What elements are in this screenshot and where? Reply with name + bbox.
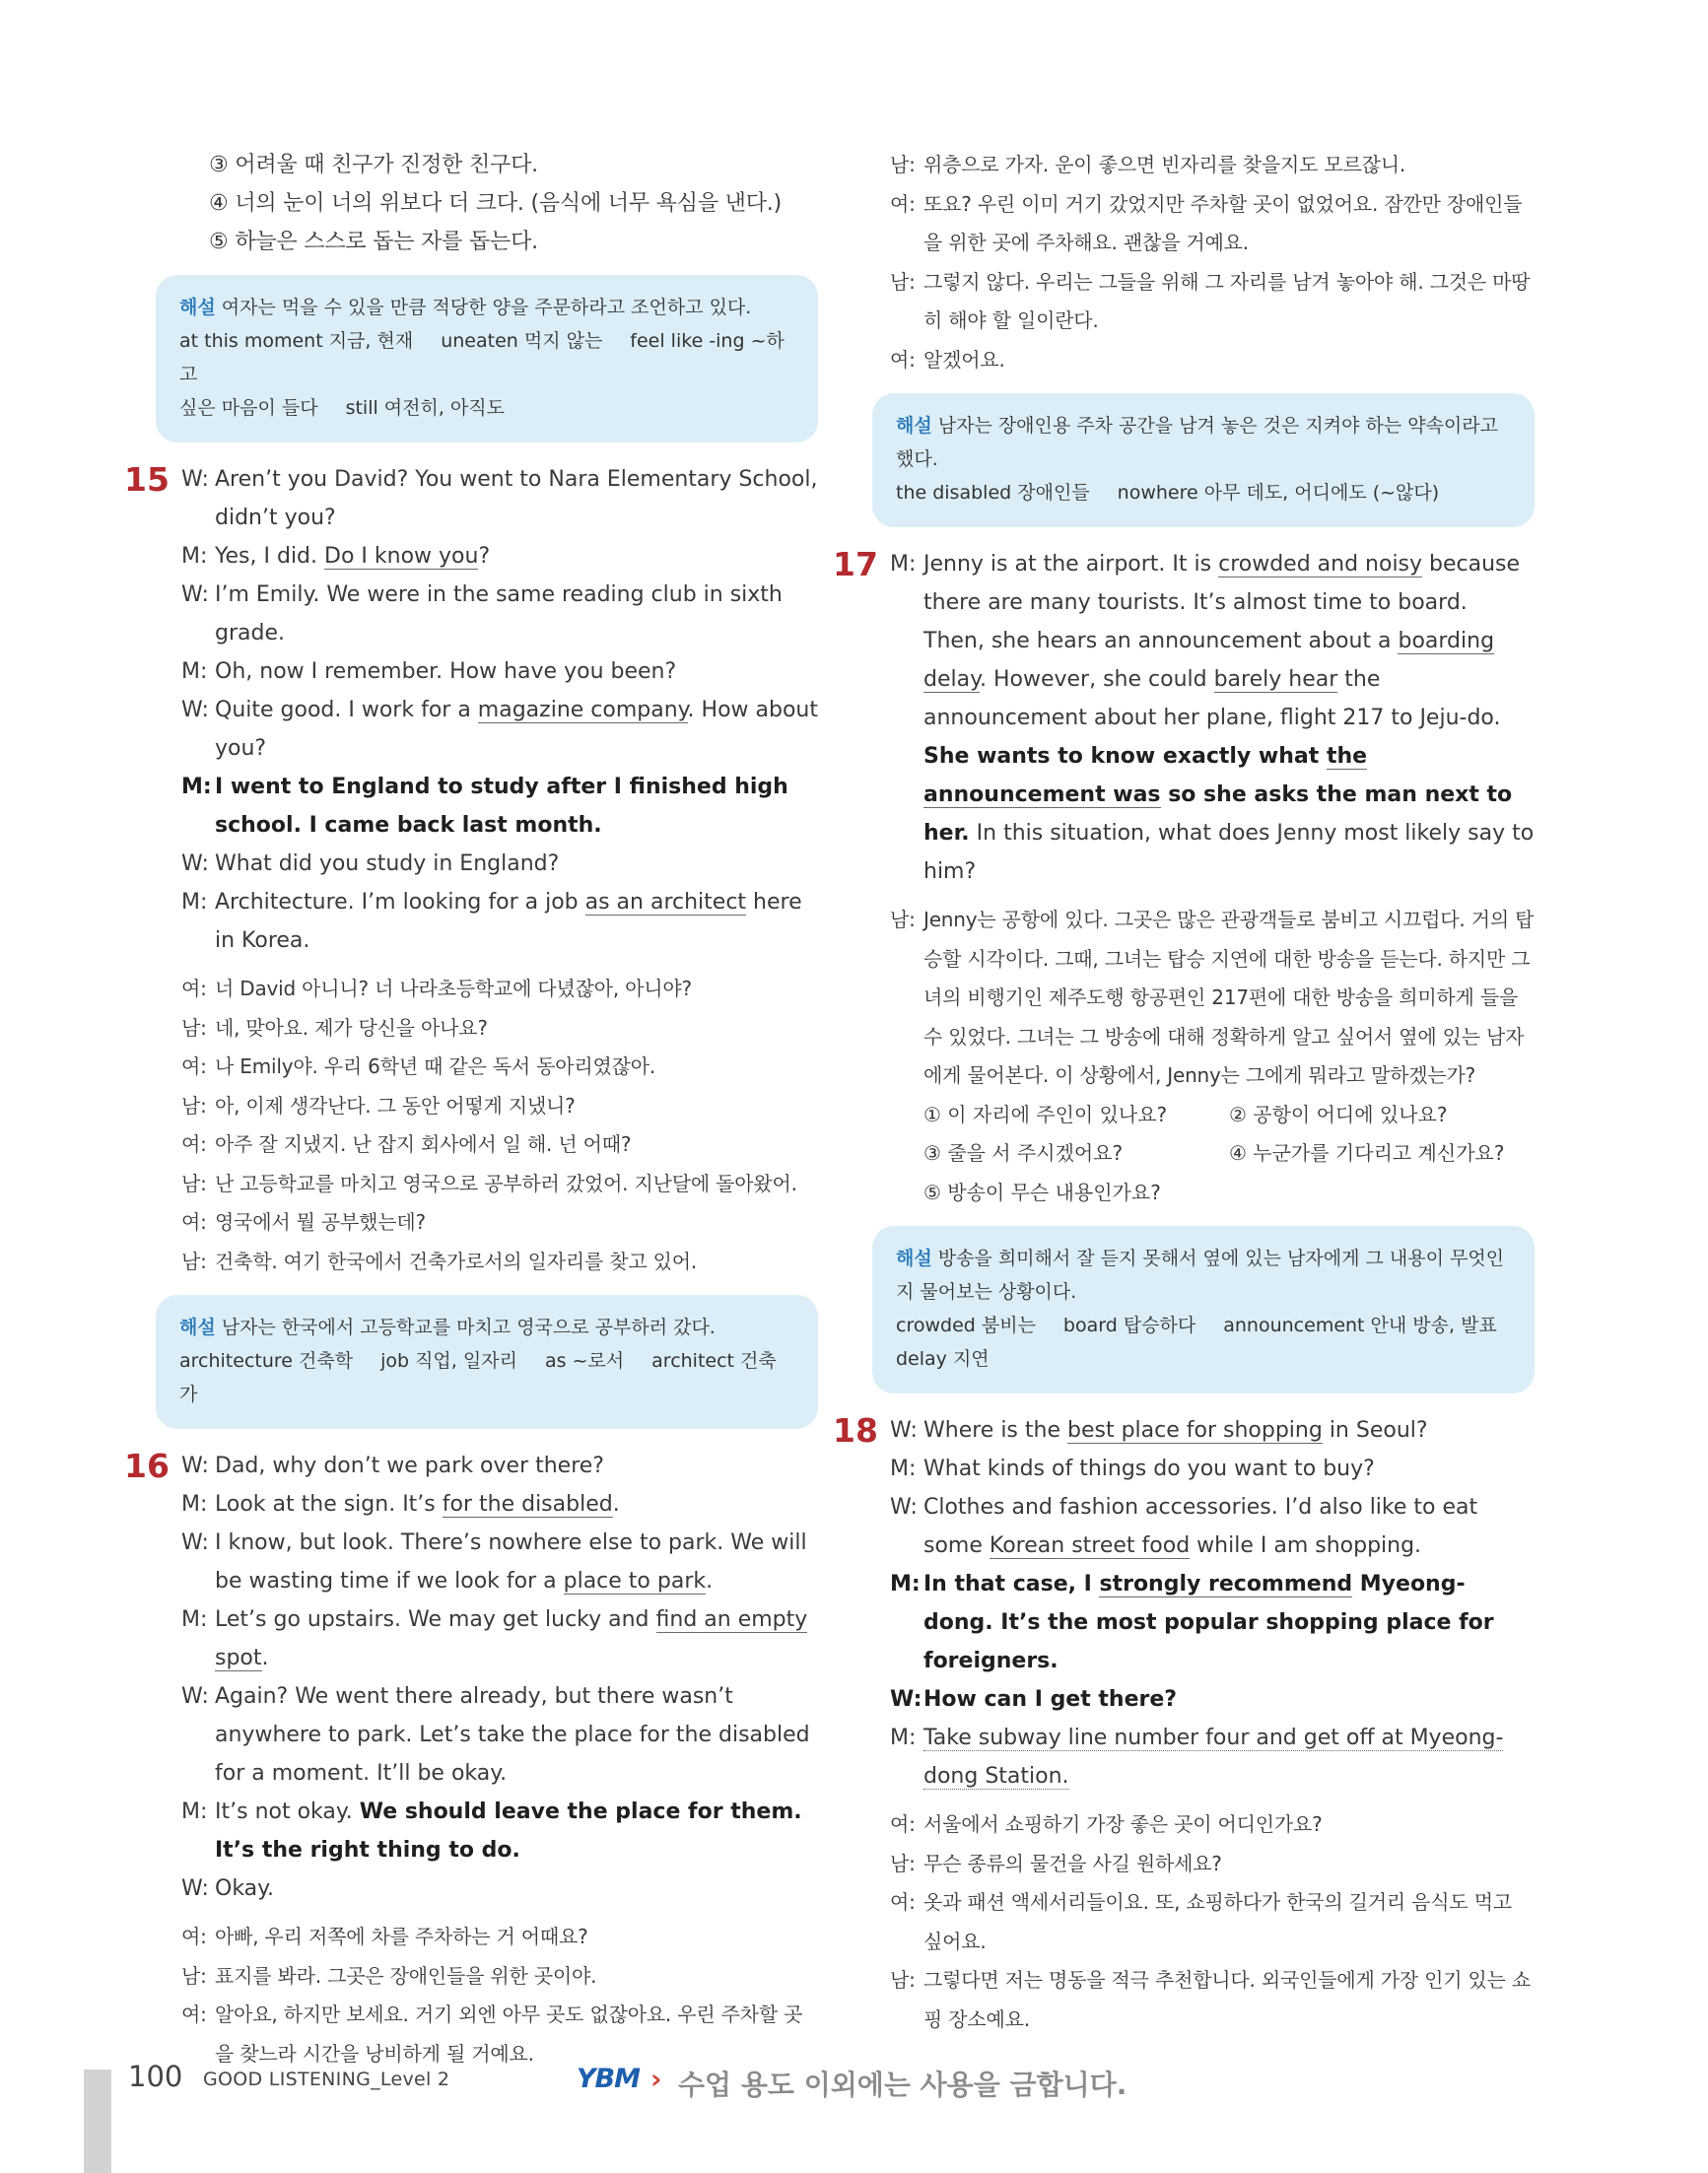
vocab-item: feel like -ing ~하고 (179, 330, 785, 385)
translation-line: 남: 위층으로 가자. 운이 좋으면 빈자리를 찾을지도 모르잖니. (890, 153, 1406, 176)
utterance: Where is the best place for shopping in Seoul? (923, 1418, 1428, 1443)
explanation-text: 남자는 장애인용 주차 공간을 남겨 놓은 것은 지켜야 하는 약속이라고 했다. (896, 415, 1498, 470)
translation-line: 여: 서울에서 쇼핑하기 가장 좋은 곳이 어디인가요? (890, 1812, 1323, 1836)
utterance: How can I get there? (923, 1687, 1178, 1712)
speaker: M: (181, 659, 208, 684)
utterance: Aren’t you David? You went to Nara Elementary School, didn’t you? (215, 467, 818, 530)
speaker: W: (181, 1876, 209, 1901)
dialogue-line (181, 1600, 818, 1677)
translation-line: 남: 그렇지 않다. 우리는 그들을 위해 그 자리를 남겨 놓아야 해. 그것은 마땅히 해야 할 일이란다. (890, 269, 1531, 332)
speaker: M: (890, 1572, 921, 1596)
vocab-item: 싶은 마음이 들다 (179, 397, 318, 419)
key-sentence: We should leave the place for them. It’s the right thing to do. (215, 1800, 802, 1863)
speaker: M: (890, 1726, 917, 1750)
dialogue (128, 460, 818, 960)
translation-line: 남: 그렇다면 저는 명동을 적극 추천합니다. 외국인들에게 가장 인기 있는 쇼핑 장소예요. (890, 1968, 1532, 2031)
answer-options (890, 1096, 1535, 1213)
vocab-item: announcement 안내 방송, 발표 (1223, 1315, 1497, 1336)
option: ④ 누군가를 기다리고 계신가요? (1229, 1141, 1505, 1165)
dialogue (128, 1447, 818, 1908)
dialogue-line (181, 768, 818, 845)
dialogue-line (181, 1485, 818, 1524)
translation-line: 남: 무슨 종류의 물건을 사길 원하세요? (890, 1851, 1222, 1875)
dialogue-line (181, 652, 818, 691)
speaker: W: (181, 1684, 209, 1709)
question-15 (124, 460, 818, 1429)
speaker: W: (181, 851, 209, 876)
translation-line: 여: 아주 잘 지냈지. 난 잡지 회사에서 일 해. 넌 어때? (181, 1132, 632, 1156)
translation-line: 남: Jenny는 공항에 있다. 그곳은 많은 관광객들로 붐비고 시끄럽다. 거의 탑승할 시각이다. 그때, 그녀는 탑승 지연에 대한 방송을 듣는다. 하지만 그녀의 비행기인 제주도행 항공편인 217편에 대한 방송을 희미하게 들을 수 있었다. 그녀는 그 방송에 대해 정확하게 알고 싶어서 옆에 있는 남자에게 물어본다. 이 상황에서, Jenny는 그에게 뭐라고 말하겠는가? (890, 908, 1535, 1087)
utterance: I know, but look. There’s nowhere else to park. We will be wasting time if we look for a place to park. (215, 1530, 807, 1594)
translation-line: 남: 아, 이제 생각난다. 그 동안 어떻게 지냈니? (181, 1093, 576, 1118)
q14-explanation-box (156, 275, 818, 442)
utterance: Let’s go upstairs. We may get lucky and find an empty spot. (215, 1607, 808, 1670)
dialogue (872, 1411, 1535, 1796)
utterance: What kinds of things do you want to buy? (923, 1457, 1375, 1481)
speaker: W: (181, 1454, 209, 1478)
vocab-item: architect 건축가 (179, 1350, 777, 1405)
chevron-right-icon: › (650, 2063, 662, 2095)
dialogue-line (890, 1565, 1535, 1680)
translation (128, 1918, 818, 2073)
dialogue-line (890, 1680, 1535, 1719)
blank-answer: the announcement was (923, 744, 1368, 807)
speaker: W: (181, 467, 209, 492)
translation (872, 1805, 1535, 2039)
monologue (872, 545, 1535, 891)
utterance: What did you study in England? (215, 851, 560, 876)
dialogue-line (890, 1719, 1535, 1796)
right-column (833, 146, 1535, 2039)
q16-explanation-box (872, 393, 1535, 527)
speaker: W: (181, 1530, 209, 1555)
blank-answer: magazine company (477, 698, 688, 722)
dialogue-line (181, 537, 818, 576)
vocab-item: crowded 붐비는 (896, 1315, 1036, 1336)
blank-answer: boarding delay (923, 629, 1495, 692)
blank-answer: Korean street food (989, 1533, 1191, 1558)
question-number: 15 (124, 460, 170, 499)
dialogue-line (181, 460, 818, 537)
blank-answer: strongly recommend (1099, 1572, 1353, 1596)
blank-answer: Do I know you (324, 544, 479, 569)
translation-line: 여: 영국에서 뭘 공부했는데? (181, 1210, 426, 1234)
option: ⑤ 하늘은 스스로 돕는 자를 돕는다. (209, 230, 538, 254)
option: ⑤ 방송이 무슨 내용인가요? (923, 1180, 1161, 1204)
q15-explanation-box (156, 1295, 818, 1429)
utterance: Oh, now I remember. How have you been? (215, 659, 677, 684)
translation-line: 남: 난 고등학교를 마치고 영국으로 공부하러 갔었어. 지난달에 돌아왔어. (181, 1171, 797, 1195)
explanation-label: 해설 (179, 297, 216, 318)
vocab-item: job 직업, 일자리 (380, 1350, 517, 1372)
vocab-item: board 탑승하다 (1062, 1315, 1196, 1336)
speaker: W: (181, 698, 209, 722)
blank-answer: crowded and noisy (1218, 552, 1423, 577)
blank-answer: for the disabled (442, 1492, 613, 1517)
q16-translation-continued (872, 146, 1535, 379)
vocab-item: uneaten 먹지 않는 (441, 330, 603, 352)
vocab-item: as ~로서 (544, 1350, 625, 1372)
vocab-item: still 여전히, 아직도 (345, 397, 505, 419)
utterance: Again? We went there already, but there wasn’t anywhere to park. Let’s take the place for the disabled for a moment. It’ll be okay. (215, 1684, 810, 1786)
utterance: In that case, I strongly recommend Myeong-dong. It’s the most popular shopping place for foreigners. (923, 1572, 1494, 1673)
dialogue-line (181, 1447, 818, 1485)
vocab-item: delay 지연 (896, 1348, 990, 1370)
utterance: Look at the sign. It’s for the disabled. (215, 1492, 620, 1517)
question-number: 17 (833, 545, 878, 583)
utterance: I went to England to study after I finished high school. I came back last month. (215, 775, 788, 838)
dialogue-line (181, 1793, 818, 1869)
dialogue-line (181, 691, 818, 768)
translation-line: 여: 또요? 우린 이미 거기 갔었지만 주차할 곳이 없었어요. 잠깐만 장애인들을 위한 곳에 주차해요. 괜찮을 거예요. (890, 191, 1523, 254)
dialogue-line (181, 1524, 818, 1600)
speaker: M: (890, 552, 917, 577)
explanation-label: 해설 (179, 1317, 216, 1338)
speaker: M: (181, 1492, 208, 1517)
usage-notice: 수업 용도 이외에는 사용을 금합니다. (678, 2069, 1127, 2101)
vocab-item: the disabled 장애인들 (896, 482, 1090, 504)
dialogue-line (890, 1488, 1535, 1565)
dialogue-line (181, 845, 818, 883)
translation-line: 남: 표지를 봐라. 그곳은 장애인들을 위한 곳이야. (181, 1963, 597, 1988)
explanation-label: 해설 (896, 415, 932, 437)
explanation-text: 방송을 희미해서 잘 듣지 못해서 옆에 있는 남자에게 그 내용이 무엇인지 물어보는 상황이다. (896, 1248, 1505, 1303)
translation (128, 970, 818, 1281)
option: ① 이 자리에 주인이 있나요? (923, 1102, 1168, 1126)
dialogue-line (181, 1677, 818, 1793)
speaker: M: (181, 544, 208, 569)
explanation-text: 남자는 한국에서 고등학교를 마치고 영국으로 공부하러 갔다. (221, 1317, 716, 1338)
speaker: W: (890, 1687, 922, 1712)
utterance: I’m Emily. We were in the same reading club in sixth grade. (215, 582, 783, 645)
vocab-item: at this moment 지금, 현재 (179, 330, 414, 352)
utterance: Jenny is at the airport. It is crowded and noisy because there are many tourists. It’s almost time to board. Then, she hears an announcement about a boarding delay. However, she could barely hear the announcement about her plane, flight 217 to Jeju-do. She wants to know exactly what the announcement was so she asks the man next to her. In this situation, what does Jenny most likely say to him? (923, 552, 1535, 884)
translation-line: 여: 알아요, 하지만 보세요. 거기 외엔 아무 곳도 없잖아요. 우린 주차할 곳을 찾느라 시간을 낭비하게 될 거예요. (181, 2003, 803, 2066)
utterance: Architecture. I’m looking for a job as an architect here in Korea. (215, 890, 802, 953)
dialogue-line (181, 576, 818, 652)
utterance: It’s not okay. We should leave the place for them. It’s the right thing to do. (215, 1800, 802, 1863)
question-17 (833, 545, 1535, 1393)
book-title: GOOD LISTENING_Level 2 (203, 2069, 450, 2090)
speaker: M: (181, 1607, 208, 1632)
page-number: 100 (128, 2060, 183, 2093)
blank-answer: Take subway line number four and get off at Myeong-dong Station. (923, 1726, 1504, 1789)
ybm-logo: YBM (577, 2064, 640, 2094)
explanation-text: 여자는 먹을 수 있을 만큼 적당한 양을 주문하라고 조언하고 있다. (221, 297, 752, 318)
translation-line: 여: 아빠, 우리 저쪽에 차를 주차하는 거 어때요? (181, 1925, 588, 1948)
dialogue-line (890, 1450, 1535, 1488)
speaker: W: (890, 1495, 918, 1520)
translation-line: 여: 너 David 아니니? 너 나라초등학교에 다녔잖아, 아니야? (181, 977, 692, 1000)
dialogue-line (890, 545, 1535, 891)
translation-line: 여: 옷과 패션 액세서리들이요. 또, 쇼핑하다가 한국의 길거리 음식도 먹고 싶어요. (890, 1890, 1512, 1953)
dialogue-line (890, 1411, 1535, 1450)
translation-line: 여: 알겠어요. (890, 347, 1005, 372)
utterance: Dad, why don’t we park over there? (215, 1454, 604, 1478)
speaker: W: (890, 1418, 918, 1443)
blank-answer: barely hear (1213, 667, 1338, 692)
translation-line: 남: 건축학. 여기 한국에서 건축가로서의 일자리를 찾고 있어. (181, 1249, 698, 1273)
translation (872, 901, 1535, 1212)
speaker: M: (181, 1800, 208, 1824)
utterance (890, 1719, 1535, 1796)
blank-answer: find an empty spot (215, 1607, 808, 1670)
translation-line: 여: 나 Emily야. 우리 6학년 때 같은 독서 동아리였잖아. (181, 1054, 656, 1078)
dialogue-line (181, 883, 818, 960)
vocab-item: nowhere 아무 데도, 어디에도 (~않다) (1117, 482, 1440, 504)
utterance: Quite good. I work for a magazine company. How about you? (215, 698, 818, 761)
translation-line: 남: 네, 맞아요. 제가 당신을 아나요? (181, 1015, 488, 1040)
option: ② 공항이 어디에 있나요? (1229, 1102, 1448, 1126)
speaker: M: (181, 890, 208, 915)
utterance: Clothes and fashion accessories. I’d also like to eat some Korean street food while I am shopping. (923, 1495, 1478, 1558)
speaker: M: (181, 775, 212, 799)
option: ④ 너의 눈이 너의 위보다 더 크다. (음식에 너무 욕심을 낸다.) (209, 191, 782, 216)
question-number: 18 (833, 1411, 878, 1450)
option: ③ 어려울 때 친구가 진정한 친구다. (209, 153, 538, 177)
q17-explanation-box (872, 1226, 1535, 1393)
question-18 (833, 1411, 1535, 2039)
utterance: Okay. (215, 1876, 275, 1901)
left-column (124, 146, 818, 2073)
option: ③ 줄을 서 주시겠어요? (923, 1141, 1124, 1165)
q14-options (128, 146, 818, 261)
dialogue-line (181, 1869, 818, 1908)
utterance: Yes, I did. Do I know you? (215, 544, 491, 569)
question-number: 16 (124, 1447, 170, 1485)
speaker: M: (890, 1457, 917, 1481)
vocab-item: architecture 건축학 (179, 1350, 354, 1372)
blank-answer: as an architect (584, 890, 747, 915)
explanation-label: 해설 (896, 1248, 932, 1269)
footer-bar (84, 2070, 111, 2173)
question-16 (124, 1447, 818, 2073)
blank-answer: place to park (563, 1569, 707, 1594)
blank-answer: best place for shopping (1067, 1418, 1323, 1443)
speaker: W: (181, 582, 209, 607)
